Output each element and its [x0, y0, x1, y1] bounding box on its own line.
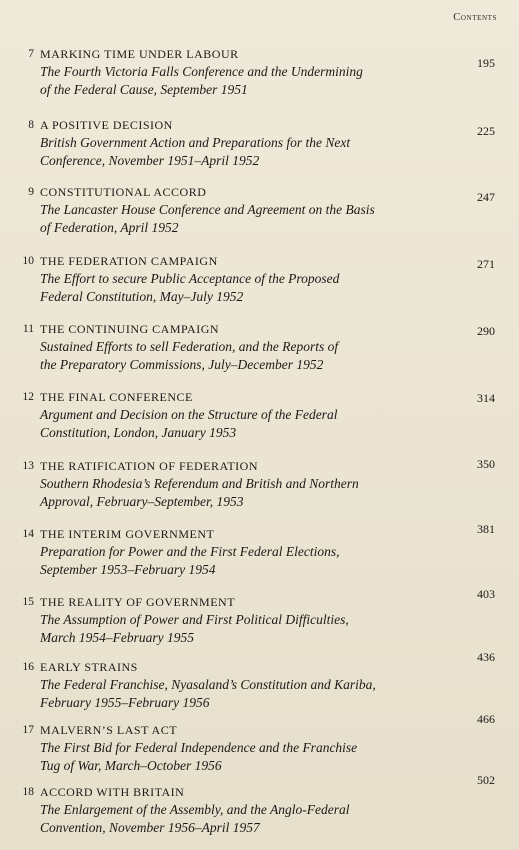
subtitle-line: Conference, November 1951–April 1952 [40, 153, 260, 168]
subtitle-line: The Federal Franchise, Nyasaland’s Constitution and Kariba, [40, 677, 376, 692]
chapter-subtitle [40, 543, 440, 579]
page-number: 466 [477, 712, 495, 726]
page-number: 290 [477, 324, 495, 338]
chapter-number: 14 [22, 528, 34, 540]
chapter-title: THE FINAL CONFERENCE [40, 390, 193, 404]
chapter-subtitle [40, 475, 440, 511]
subtitle-line: British Government Action and Preparations for the Next [40, 135, 351, 150]
subtitle-line: Federal Constitution, May–July 1952 [40, 289, 244, 304]
chapter-title: CONSTITUTIONAL ACCORD [40, 185, 207, 199]
page-number: 350 [477, 457, 495, 471]
chapter-subtitle [40, 201, 440, 237]
subtitle-line: Sustained Efforts to sell Federation, and the Reports of [40, 339, 339, 354]
chapter-title: THE INTERIM GOVERNMENT [40, 527, 215, 541]
page-number: 247 [477, 190, 495, 204]
subtitle-line: Southern Rhodesia’s Referendum and British and Northern [40, 476, 359, 491]
chapter-title: THE FEDERATION CAMPAIGN [40, 254, 218, 268]
subtitle-line: of the Federal Cause, September 1951 [40, 82, 248, 97]
page-number: 436 [477, 650, 495, 664]
chapter-number: 8 [28, 119, 34, 131]
subtitle-line: Approval, February–September, 1953 [40, 494, 244, 509]
chapter-subtitle [40, 801, 440, 837]
page-number: 403 [477, 587, 495, 601]
chapter-title: THE CONTINUING CAMPAIGN [40, 322, 220, 336]
page-number: 225 [477, 124, 495, 138]
chapter-number: 13 [22, 460, 34, 472]
chapter-number: 16 [22, 661, 34, 673]
chapter-subtitle [40, 270, 440, 306]
chapter-subtitle [40, 338, 440, 374]
subtitle-line: September 1953–February 1954 [40, 562, 216, 577]
subtitle-line: The Assumption of Power and First Political Difficulties, [40, 612, 349, 627]
subtitle-line: The First Bid for Federal Independence and the Franchise [40, 740, 358, 755]
running-head: Contents [453, 12, 497, 23]
chapter-subtitle [40, 611, 440, 647]
chapter-title: THE RATIFICATION OF FEDERATION [40, 459, 258, 473]
chapter-number: 18 [22, 786, 34, 798]
chapter-number: 10 [22, 255, 34, 267]
page-number: 195 [477, 56, 495, 70]
subtitle-line: The Enlargement of the Assembly, and the Anglo-Federal [40, 802, 350, 817]
chapter-subtitle [40, 134, 440, 170]
subtitle-line: Convention, November 1956–April 1957 [40, 820, 260, 835]
chapter-number: 11 [22, 323, 34, 335]
chapter-number: 7 [28, 48, 34, 60]
chapter-title: ACCORD WITH BRITAIN [40, 785, 185, 799]
subtitle-line: March 1954–February 1955 [40, 630, 194, 645]
subtitle-line: The Lancaster House Conference and Agreement on the Basis [40, 202, 375, 217]
chapter-title: THE REALITY OF GOVERNMENT [40, 595, 236, 609]
page-number: 314 [477, 391, 495, 405]
chapter-number: 15 [22, 596, 34, 608]
chapter-subtitle [40, 739, 440, 775]
chapter-subtitle [40, 63, 440, 99]
page-number: 381 [477, 522, 495, 536]
page-number: 271 [477, 257, 495, 271]
subtitle-line: of Federation, April 1952 [40, 220, 179, 235]
subtitle-line: Tug of War, March–October 1956 [40, 758, 222, 773]
chapter-subtitle [40, 406, 440, 442]
chapter-number: 9 [28, 186, 34, 198]
chapter-title: MALVERN’S LAST ACT [40, 723, 178, 737]
chapter-subtitle [40, 676, 440, 712]
chapter-number: 12 [22, 391, 34, 403]
chapter-title: EARLY STRAINS [40, 660, 138, 674]
subtitle-line: February 1955–February 1956 [40, 695, 210, 710]
page-number: 502 [477, 773, 495, 787]
chapter-title: MARKING TIME UNDER LABOUR [40, 47, 239, 61]
subtitle-line: Argument and Decision on the Structure of the Federal [40, 407, 338, 422]
subtitle-line: Preparation for Power and the First Federal Elections, [40, 544, 340, 559]
chapter-number: 17 [22, 724, 34, 736]
subtitle-line: Constitution, London, January 1953 [40, 425, 237, 440]
subtitle-line: The Effort to secure Public Acceptance of the Proposed [40, 271, 340, 286]
subtitle-line: the Preparatory Commissions, July–December 1952 [40, 357, 324, 372]
subtitle-line: The Fourth Victoria Falls Conference and the Undermining [40, 64, 363, 79]
chapter-title: A POSITIVE DECISION [40, 118, 173, 132]
